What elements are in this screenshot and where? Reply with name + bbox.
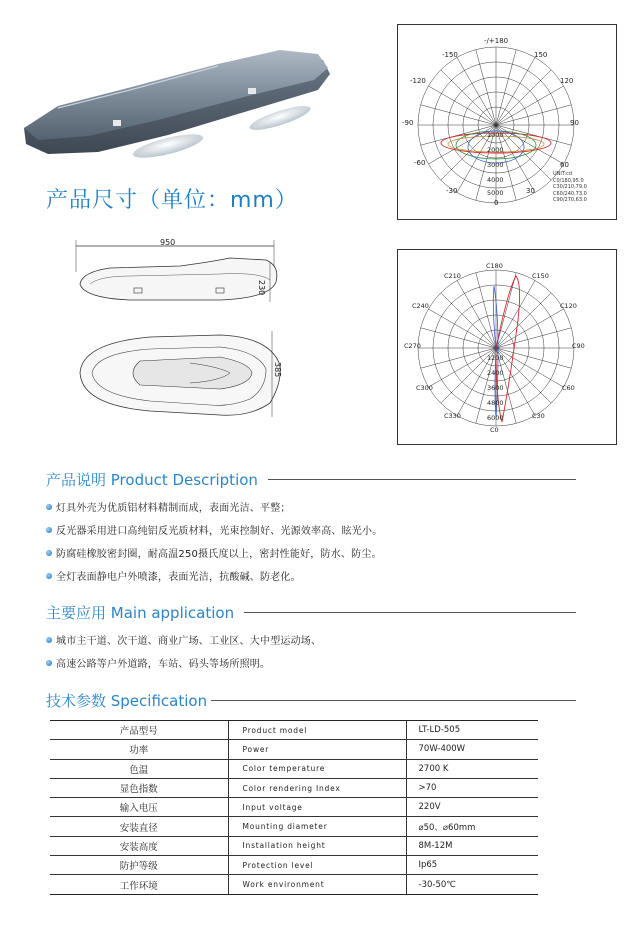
product-description-heading-text: 产品说明 Product Description xyxy=(46,470,258,489)
bullet-icon xyxy=(46,504,52,510)
description-item-text: 全灯表面静电户外喷漆，表面光洁，抗酸碱、防老化。 xyxy=(56,572,301,583)
polar2-radial-3600: 3600 xyxy=(487,384,504,392)
polar1-legend-c60: C60/240,73.0 xyxy=(553,190,587,197)
polar1-label-minus30: -30 xyxy=(446,187,458,195)
table-row xyxy=(50,875,538,894)
table-row xyxy=(50,798,538,817)
polar1-label-minus90: -90 xyxy=(402,119,414,127)
spec-value-cell: 220V xyxy=(406,798,538,817)
polar1-legend-c30: C30/210,79.0 xyxy=(553,184,587,190)
dimension-height-label: 230 xyxy=(257,280,266,296)
application-item-text: 高速公路等户外道路，车站、码头等场所照明。 xyxy=(56,659,271,670)
spec-value-cell: 8M-12M xyxy=(406,836,538,855)
spec-en-cell: Color temperature xyxy=(228,759,406,778)
polar2-radial-2400: 2400 xyxy=(487,369,504,377)
table-row xyxy=(50,740,538,759)
spec-value-cell: 70W-400W xyxy=(406,740,538,759)
bullet-icon xyxy=(46,660,52,666)
spec-cn-cell: 产品型号 xyxy=(50,721,228,740)
table-row xyxy=(50,721,538,740)
table-row xyxy=(50,817,538,836)
spec-en-cell: Power xyxy=(228,740,406,759)
polar1-radial-1000: 1000 xyxy=(487,131,504,139)
heading-divider xyxy=(211,700,576,701)
spec-cn-cell: 安装高度 xyxy=(50,836,228,855)
spec-value-cell: Ip65 xyxy=(406,856,538,875)
polar2-label-c0: C0 xyxy=(490,426,499,434)
specification-table xyxy=(50,720,538,895)
specification-heading xyxy=(46,689,576,711)
main-application-heading-text: 主要应用 Main application xyxy=(46,603,235,622)
application-item-text: 城市主干道、次干道、商业广场、工业区、大中型运动场、 xyxy=(56,636,322,647)
description-item-text: 反光器采用进口高纯铝反光质材料，光束控制好、光源效率高、眩光小。 xyxy=(56,526,383,537)
spec-value-cell: -30-50℃ xyxy=(406,875,538,894)
polar2-label-c30: C30 xyxy=(532,412,545,420)
lamp-product-photo xyxy=(18,30,340,160)
bullet-icon xyxy=(46,550,52,556)
description-item xyxy=(46,499,291,514)
application-item xyxy=(46,632,321,647)
polar2-label-c240: C240 xyxy=(412,302,429,310)
polar2-label-c210: C210 xyxy=(444,272,461,280)
polar1-legend xyxy=(553,171,587,204)
polar1-label-150: 150 xyxy=(534,51,548,59)
polar2-label-c150: C150 xyxy=(532,272,549,280)
polar1-label-120: 120 xyxy=(560,77,574,85)
polar1-legend-unit: UNIT:cd xyxy=(553,171,572,177)
polar1-label-60: 60 xyxy=(560,161,569,169)
product-description-heading xyxy=(46,468,576,490)
side-view-drawing xyxy=(70,232,290,312)
heading-divider xyxy=(244,612,576,613)
dimensions-title: 产品尺寸（单位：mm） xyxy=(46,188,298,213)
table-row xyxy=(50,778,538,797)
polar1-label-30: 30 xyxy=(526,187,535,195)
table-row xyxy=(50,856,538,875)
spec-en-cell: Mounting diameter xyxy=(228,817,406,836)
polar1-label-minus60: -60 xyxy=(414,159,426,167)
spec-cn-cell: 功率 xyxy=(50,740,228,759)
spec-en-cell: Input voltage xyxy=(228,798,406,817)
polar2-label-c270: C270 xyxy=(404,342,421,350)
spec-en-cell: Installation height xyxy=(228,836,406,855)
spec-en-cell: Protection level xyxy=(228,856,406,875)
spec-en-cell: Product model xyxy=(228,721,406,740)
top-view-drawing xyxy=(70,325,290,420)
polar1-label-90: 90 xyxy=(570,119,579,127)
polar2-radial-1200: 1200 xyxy=(487,354,504,362)
polar-grid-2 xyxy=(398,250,618,446)
polar1-radial-4000: 4000 xyxy=(487,176,504,184)
spec-cn-cell: 色温 xyxy=(50,759,228,778)
light-distribution-polar-chart-1 xyxy=(397,24,617,220)
main-application-heading xyxy=(46,601,576,623)
polar1-radial-2000: 2000 xyxy=(487,146,504,154)
description-item xyxy=(46,568,301,583)
polar1-radial-5000: 5000 xyxy=(487,189,504,197)
spec-value-cell: LT-LD-505 xyxy=(406,721,538,740)
description-item-text: 灯具外壳为优质铝材料精制而成，表面光洁、平整； xyxy=(56,503,291,514)
spec-cn-cell: 工作环境 xyxy=(50,875,228,894)
polar1-label-minus120: -120 xyxy=(410,77,426,85)
heading-divider xyxy=(268,479,576,480)
spec-value-cell: ⌀50、⌀60mm xyxy=(406,817,538,836)
description-item xyxy=(46,522,382,537)
specification-heading-text: 技术参数 Specification xyxy=(46,691,208,710)
polar1-legend-c90: C90/270,63.0 xyxy=(553,197,587,203)
dimension-width-label: 385 xyxy=(273,362,282,378)
polar1-radial-3000: 3000 xyxy=(487,161,504,169)
polar2-label-c180: C180 xyxy=(486,262,503,270)
bullet-icon xyxy=(46,573,52,579)
application-item xyxy=(46,655,270,670)
polar2-label-c60: C60 xyxy=(562,384,575,392)
description-item-text: 防腐硅橡胶密封圈，耐高温250摄氏度以上，密封性能好，防水、防尘。 xyxy=(56,549,382,560)
polar2-label-c300: C300 xyxy=(416,384,433,392)
polar1-label-0: 0 xyxy=(494,199,499,207)
polar1-legend-c0: C0/180,95.0 xyxy=(553,177,584,184)
polar1-label-minus150: -150 xyxy=(442,51,458,59)
bullet-icon xyxy=(46,527,52,533)
description-item xyxy=(46,545,382,560)
spec-value-cell: 2700 K xyxy=(406,759,538,778)
polar1-label-180: -/+180 xyxy=(484,37,509,45)
dimension-length-label: 950 xyxy=(160,238,176,247)
spec-en-cell: Work environment xyxy=(228,875,406,894)
spec-cn-cell: 安装直径 xyxy=(50,817,228,836)
spec-cn-cell: 输入电压 xyxy=(50,798,228,817)
polar2-radial-6000: 6000 xyxy=(487,414,504,422)
polar2-radial-4800: 4800 xyxy=(487,399,504,407)
bullet-icon xyxy=(46,637,52,643)
light-distribution-polar-chart-2 xyxy=(397,249,617,445)
spec-en-cell: Color rendering Index xyxy=(228,778,406,797)
spec-cn-cell: 显色指数 xyxy=(50,778,228,797)
spec-cn-cell: 防护等级 xyxy=(50,856,228,875)
polar2-label-c90: C90 xyxy=(572,342,585,350)
table-row xyxy=(50,836,538,855)
spec-value-cell: >70 xyxy=(406,778,538,797)
polar2-label-c120: C120 xyxy=(560,302,577,310)
table-row xyxy=(50,759,538,778)
polar2-label-c330: C330 xyxy=(444,412,461,420)
